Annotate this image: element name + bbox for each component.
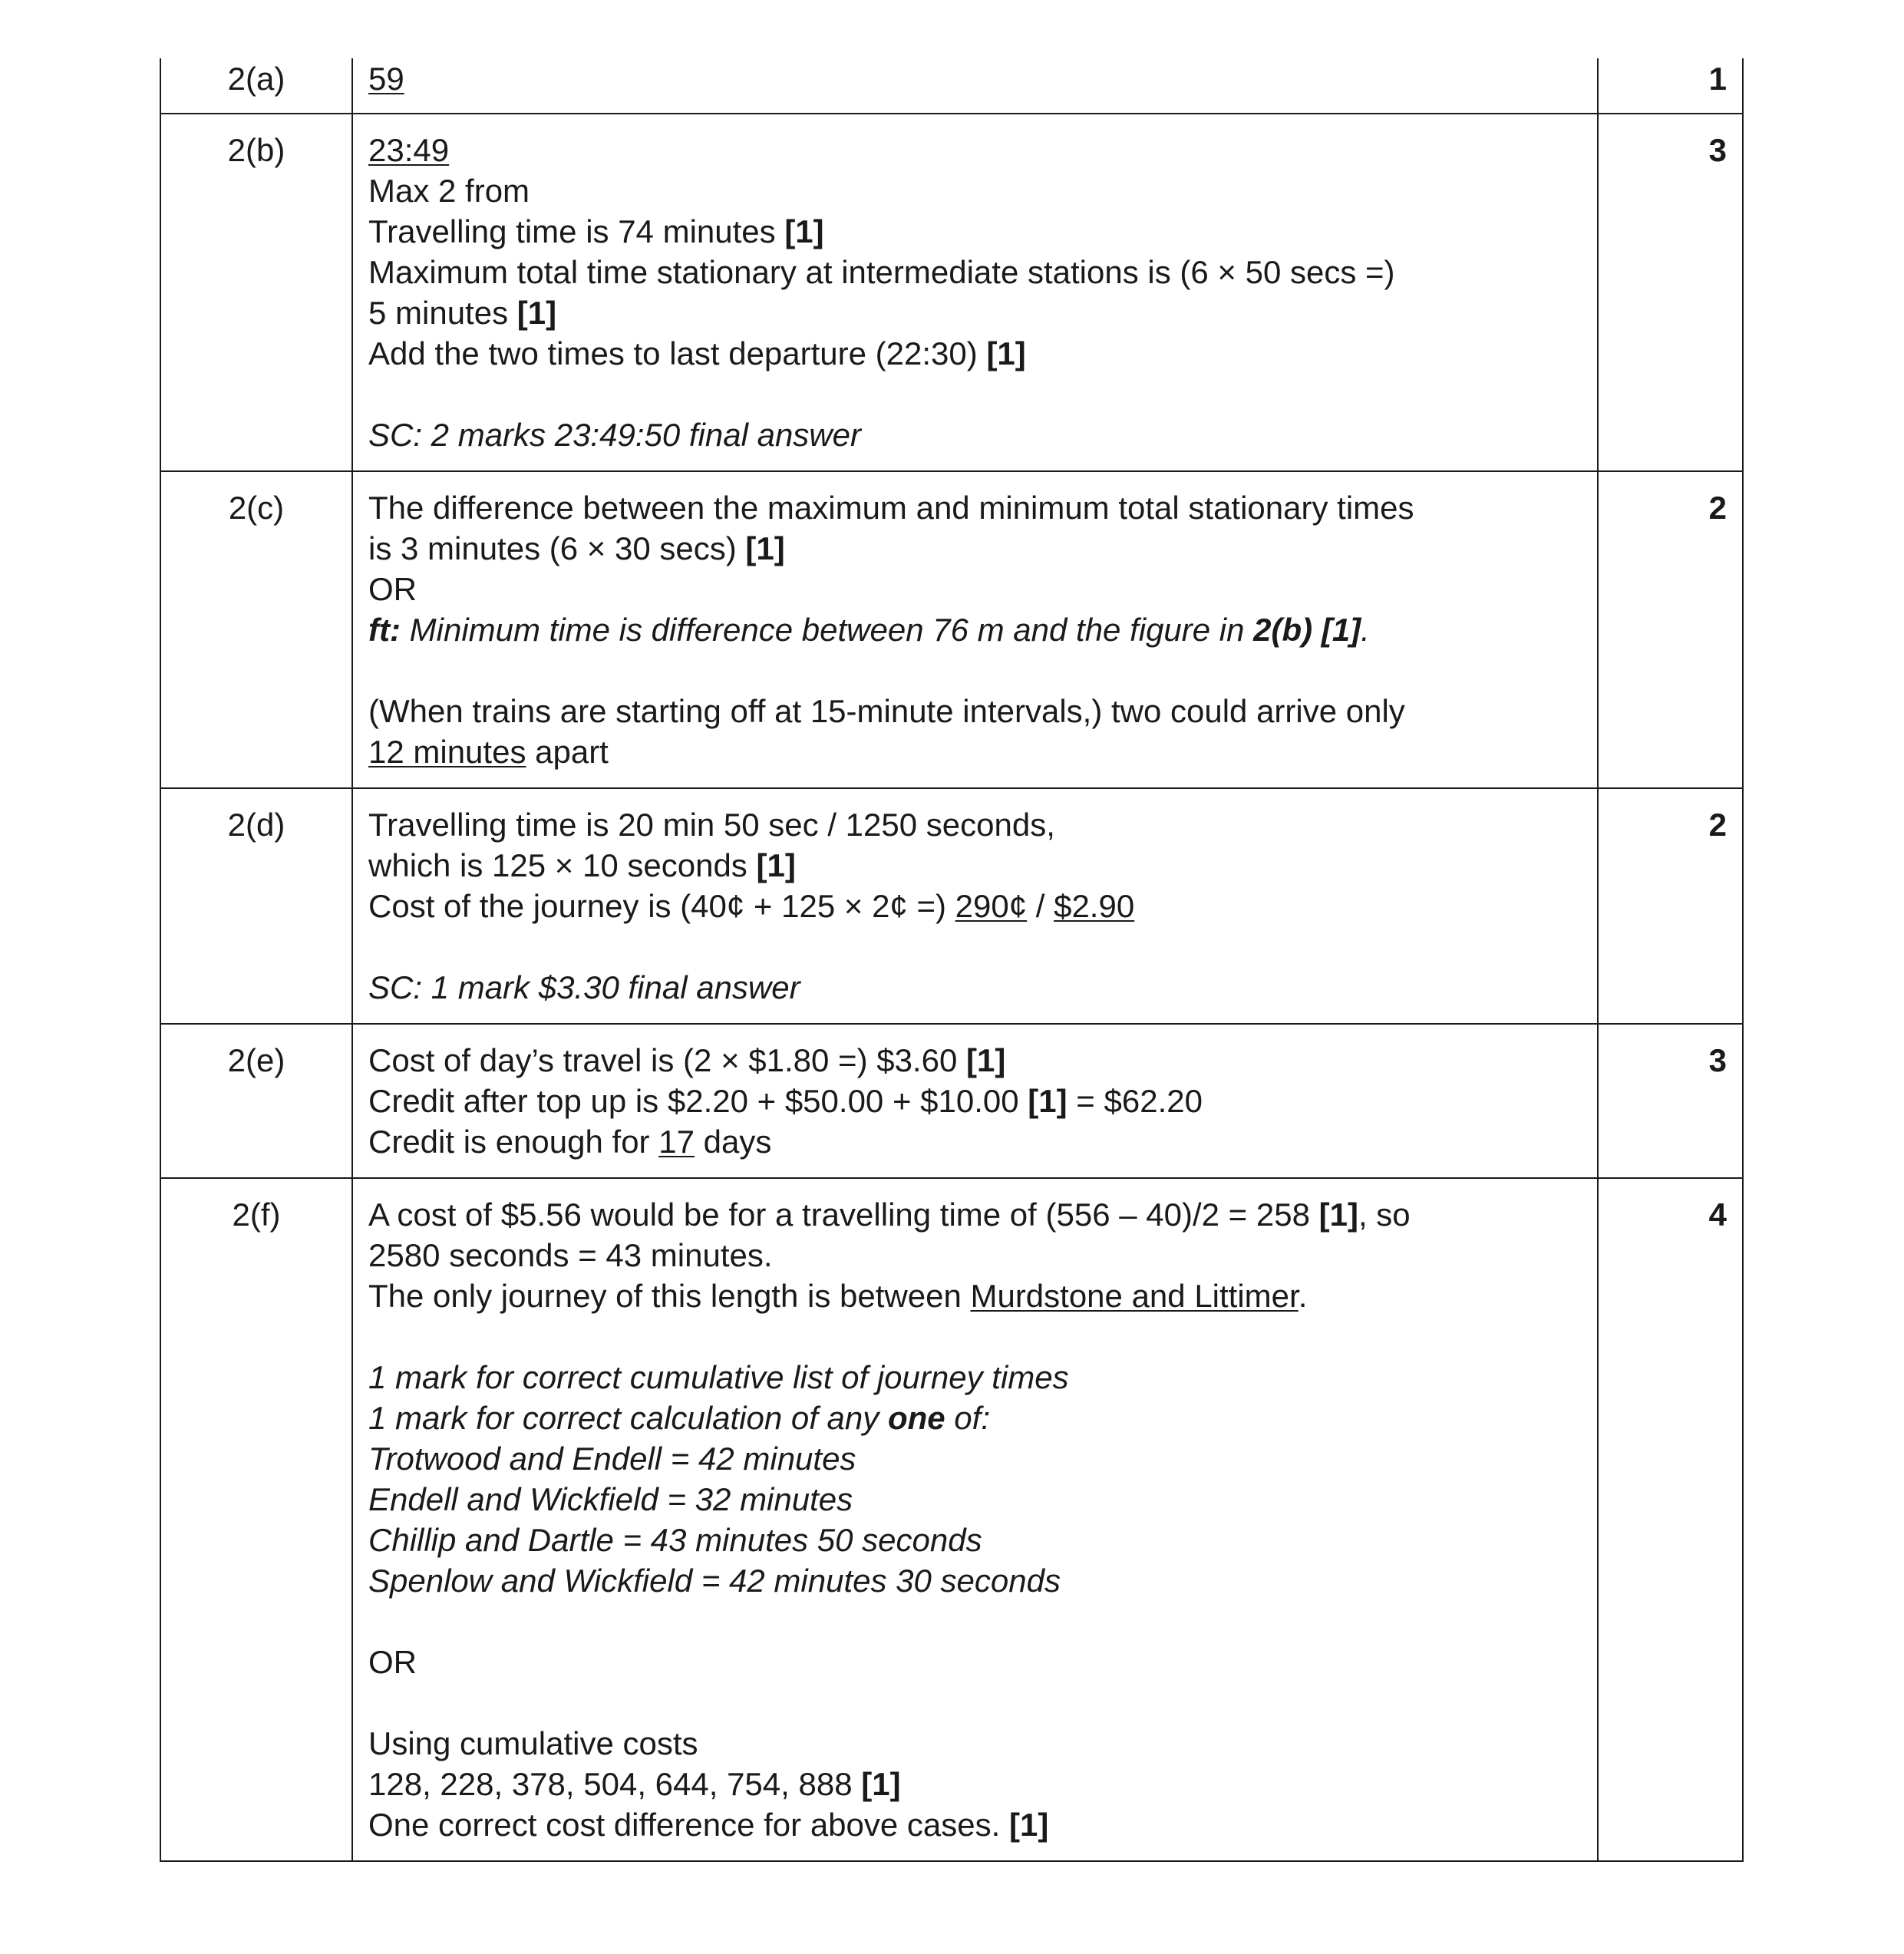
question-number: 2(b) [160,114,352,471]
mark-tag: [1] [516,295,557,331]
mark-tag: [1] [1318,1196,1358,1233]
answer-text: , so [1358,1196,1411,1233]
marks-value: 1 [1598,58,1743,114]
guidance-line: Endell and Wickfield = 32 minutes [368,1481,853,1517]
answer-cell [352,788,1598,1024]
guidance-line: Chillip and Dartle = 43 minutes 50 seconds [368,1522,982,1558]
mark-tag: [1] [1008,1807,1049,1843]
mark-tag: [1] [986,335,1026,371]
answer-text: Murdstone and Littimer [970,1278,1298,1314]
mark-scheme-table [160,58,1744,1862]
marks-value: 2 [1598,471,1743,788]
answer-text: of: [945,1400,990,1436]
answer-line: (When trains are starting off at 15-minute intervals,) two could arrive only [368,693,1405,729]
marks-value: 2 [1598,788,1743,1024]
answer-text: The only journey of this length is between [368,1278,971,1314]
mark-tag: 2(b) [1] [1253,612,1361,648]
answer-text: 59 [368,61,404,97]
marks-value: 4 [1598,1178,1743,1861]
answer-cell [352,114,1598,471]
answer-line: Max 2 from [368,173,530,209]
question-number: 2(c) [160,471,352,788]
answer-text: 1 mark for correct calculation of any [368,1400,888,1436]
answer-text: 17 [658,1124,695,1160]
answer-line: 2580 seconds = 43 minutes. [368,1237,773,1273]
table-row [160,58,1743,114]
mark-tag: [1] [784,213,824,249]
answer-text: 12 minutes [368,734,526,770]
question-number: 2(e) [160,1024,352,1178]
answer-text: is 3 minutes (6 × 30 secs) [368,530,746,566]
marks-value: 3 [1598,1024,1743,1178]
mark-tag: [1] [1028,1083,1067,1119]
mark-tag: [1] [966,1042,1006,1078]
answer-text: Minimum time is difference between 76 m and the figure in [400,612,1254,648]
answer-text: Cost of the journey is (40¢ + 125 × 2¢ =) [368,888,955,924]
emphasis-text: one [887,1400,945,1436]
answer-text: . [1298,1278,1308,1314]
guidance-line: Spenlow and Wickfield = 42 minutes 30 seconds [368,1563,1061,1599]
answer-line: Maximum total time stationary at intermediate stations is (6 × 50 secs =) [368,254,1395,290]
answer-line: Travelling time is 20 min 50 sec / 1250 seconds, [368,807,1055,843]
answer-text: apart [526,734,609,770]
answer-text: / [1027,888,1054,924]
answer-text: . [1361,612,1370,648]
mark-tag: [1] [756,847,796,883]
answer-line: OR [368,571,417,607]
answer-text: Travelling time is 74 minutes [368,213,785,249]
table-row [160,1178,1743,1861]
table-row [160,471,1743,788]
answer-text: Cost of day’s travel is (2 × $1.80 =) $3.60 [368,1042,966,1078]
answer-text: $2.90 [1054,888,1135,924]
answer-text: = $62.20 [1067,1083,1203,1119]
guidance-line: Trotwood and Endell = 42 minutes [368,1441,856,1477]
answer-text: A cost of $5.56 would be for a travelling time of (556 – 40)/2 = 258 [368,1196,1319,1233]
answer-text: 290¢ [955,888,1028,924]
mark-tag: [1] [745,530,785,566]
table-row [160,114,1743,471]
question-number: 2(d) [160,788,352,1024]
answer-line: Using cumulative costs [368,1725,698,1761]
answer-line: The difference between the maximum and minimum total stationary times [368,490,1414,526]
answer-cell [352,471,1598,788]
ft-label: ft: [368,612,401,648]
table-row [160,788,1743,1024]
answer-line: OR [368,1644,417,1680]
answer-text: Credit is enough for [368,1124,659,1160]
special-case-note: SC: 2 marks 23:49:50 final answer [368,417,861,453]
answer-text: 128, 228, 378, 504, 644, 754, 888 [368,1766,862,1802]
answer-cell [352,1024,1598,1178]
answer-text: which is 125 × 10 seconds [368,847,757,883]
table-row [160,1024,1743,1178]
answer-text: 23:49 [368,132,450,168]
mark-tag: [1] [861,1766,901,1802]
guidance-line: 1 mark for correct cumulative list of journey times [368,1359,1069,1395]
answer-text: One correct cost difference for above cases. [368,1807,1009,1843]
answer-cell [352,58,1598,114]
answer-cell [352,1178,1598,1861]
answer-text: 5 minutes [368,295,517,331]
special-case-note: SC: 1 mark $3.30 final answer [368,969,800,1005]
question-number: 2(f) [160,1178,352,1861]
question-number: 2(a) [160,58,352,114]
marks-value: 3 [1598,114,1743,471]
answer-text: Add the two times to last departure (22:30) [368,335,987,371]
answer-text: Credit after top up is $2.20 + $50.00 + $10.00 [368,1083,1028,1119]
answer-text: days [694,1124,772,1160]
